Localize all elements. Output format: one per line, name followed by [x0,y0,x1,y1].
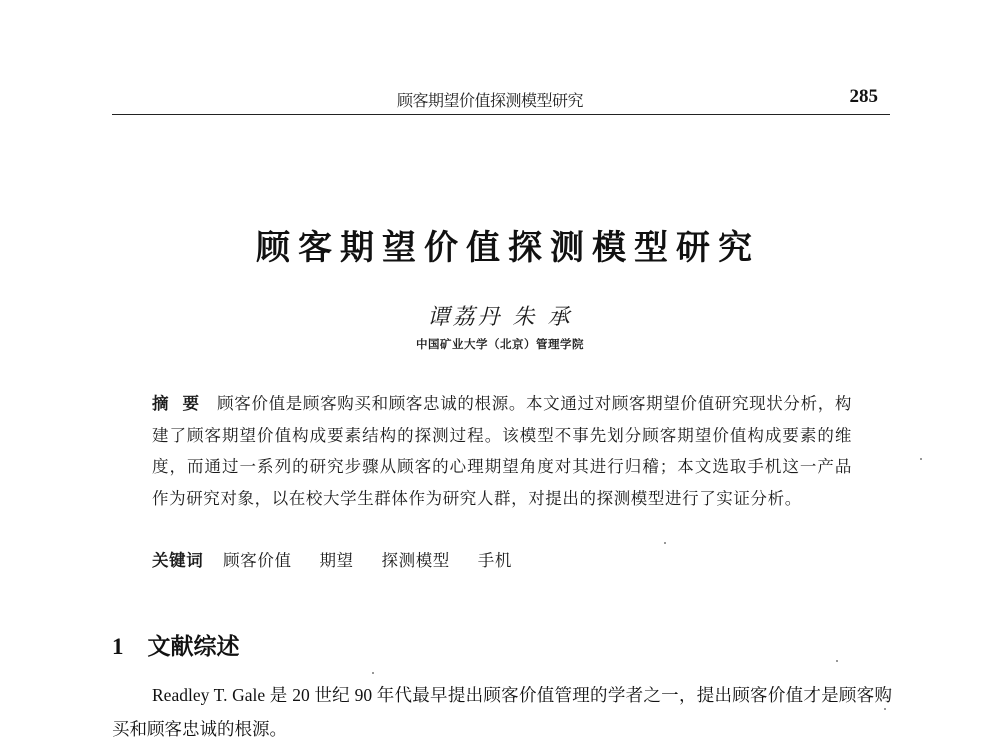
scan-speck [664,542,666,544]
abstract [152,388,852,514]
body-paragraph: Readley T. Gale 是 20 世纪 90 年代最早提出顾客价值管理的学者之一，提出顾客价值才是顾客购买和顾客忠诚的根源。 [112,685,892,739]
keyword-item: 手机 [477,551,512,570]
keyword-item: 期望 [319,551,354,570]
section-heading [112,628,240,661]
paper-authors: 谭荔丹 朱 承 [427,305,573,330]
scan-speck [836,660,838,662]
keyword-item: 探测模型 [381,551,450,570]
paper-title: 顾客期望价值探测模型研究 [256,228,760,268]
header-rule [112,114,890,115]
page-number: 285 [849,86,878,107]
scan-speck [920,458,922,460]
keyword-item: 顾客价值 [223,551,292,570]
running-head-title: 顾客期望价值探测模型研究 [397,91,584,110]
section-title: 文献综述 [147,634,240,660]
running-head [112,86,890,110]
keywords-label: 关键词 [152,551,204,570]
abstract-label: 摘要 [152,394,214,413]
abstract-text: 顾客价值是顾客购买和顾客忠诚的根源。本文通过对顾客期望价值研究现状分析，构建了顾客期望价值构成要素结构的探测过程。该模型不事先划分顾客期望价值构成要素的维度，而通过一系列的研究步骤从顾客的心理期望角度对其进行归稽；本文选取手机这一产品作为研究对象，以在校大学生群体作为研究人群，对提出的探测模型进行了实证分析。 [152,394,853,508]
scan-speck [884,708,886,710]
section-number: 1 [112,634,124,659]
paper-affiliation: 中国矿业大学（北京）管理学院 [416,337,584,351]
scan-speck [372,672,374,674]
keywords [152,547,852,571]
